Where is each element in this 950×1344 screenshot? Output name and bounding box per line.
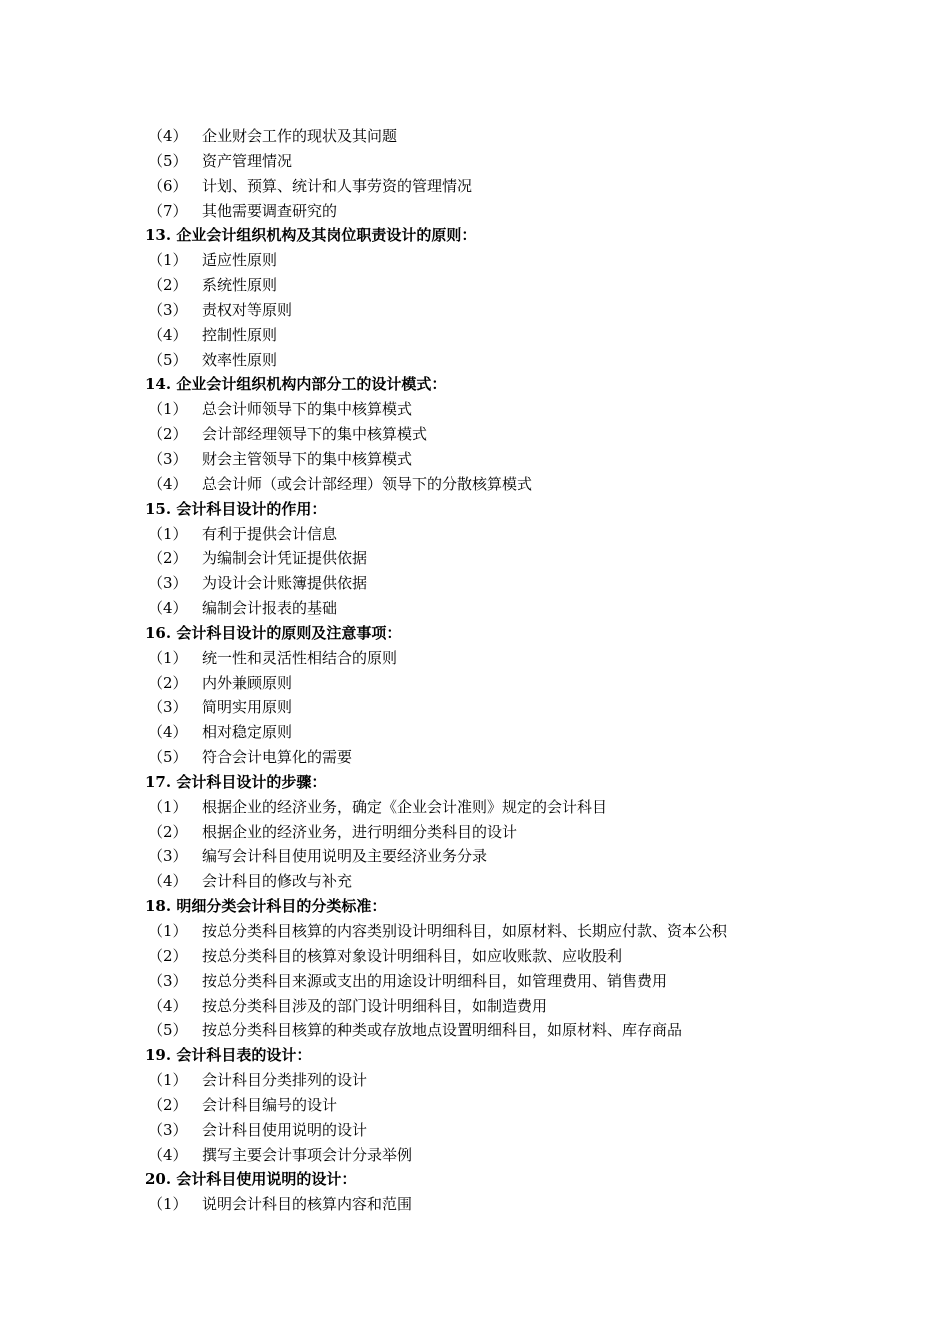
list-item-number: （3） [148, 1120, 188, 1139]
list-item-text: 会计科目的修改与补充 [202, 872, 353, 891]
list-item-number: （4） [148, 1145, 188, 1164]
list-item-text: 按总分类科目核算的内容类别设计明细科目，如原材料、长期应付款、资本公积 [202, 922, 728, 940]
list-item [0, 869, 950, 894]
list-item-number: （2） [148, 822, 188, 841]
section-heading: 17. 会计科目设计的步骤： [145, 772, 327, 791]
list-item-text: 为设计会计账簿提供依据 [202, 574, 368, 593]
list-item-text: 计划、预算、统计和人事劳资的管理情况 [202, 176, 473, 195]
list-item [0, 1143, 950, 1168]
section-heading: 19. 会计科目表的设计： [145, 1046, 312, 1065]
list-item-number: （3） [148, 847, 188, 866]
list-item-text: 撰写主要会计事项会计分录举例 [202, 1145, 413, 1164]
list-item-text: 编制会计报表的基础 [202, 599, 338, 618]
list-item [0, 795, 950, 820]
list-item [0, 1093, 950, 1118]
list-item-number: （3） [148, 971, 188, 990]
list-item [0, 124, 950, 149]
list-item [0, 149, 950, 174]
list-item [0, 646, 950, 671]
list-item-text: 按总分类科目涉及的部门设计明细科目，如制造费用 [202, 996, 548, 1015]
list-item-text: 控制性原则 [202, 325, 278, 344]
list-item-text: 系统性原则 [202, 276, 278, 295]
list-item [0, 298, 950, 323]
list-item-number: （3） [148, 300, 188, 319]
list-item-text: 效率性原则 [202, 350, 278, 369]
list-item-number: （4） [148, 872, 188, 891]
list-item-text: 按总分类科目核算的种类或存放地点设置明细科目，如原材料、库存商品 [202, 1021, 683, 1040]
list-item-text: 按总分类科目来源或支出的用途设计明细科目，如管理费用、销售费用 [202, 971, 668, 990]
list-item-text: 简明实用原则 [202, 698, 293, 717]
list-item-text: 相对稳定原则 [202, 723, 293, 742]
list-item-number: （4） [148, 325, 188, 344]
list-item-number: （2） [148, 946, 188, 965]
list-item-text: 根据企业的经济业务，确定《企业会计准则》规定的会计科目 [202, 797, 608, 816]
list-item-number: （4） [148, 723, 188, 742]
list-item-text: 内外兼顾原则 [202, 673, 293, 692]
list-item-text: 根据企业的经济业务，进行明细分类科目的设计 [202, 822, 518, 841]
list-item [0, 323, 950, 348]
list-item-number: （2） [148, 1095, 188, 1114]
list-item [0, 348, 950, 373]
list-item-number: （2） [148, 549, 188, 568]
list-item-text: 说明会计科目的核算内容和范围 [202, 1195, 413, 1214]
list-item-number: （1） [148, 251, 188, 270]
list-item-number: （2） [148, 276, 188, 295]
list-item-text: 责权对等原则 [202, 300, 293, 319]
list-item [0, 745, 950, 770]
list-item [0, 1068, 950, 1093]
list-item-number: （1） [148, 524, 188, 543]
list-item [0, 844, 950, 869]
list-item-text: 总会计师（或会计部经理）领导下的分散核算模式 [202, 474, 533, 493]
list-item [0, 695, 950, 720]
list-item-number: （5） [148, 151, 188, 170]
list-item [0, 522, 950, 547]
list-item-number: （6） [148, 176, 188, 195]
list-item-text: 会计科目使用说明的设计 [202, 1120, 368, 1139]
list-item [0, 944, 950, 969]
list-item [0, 720, 950, 745]
list-item [0, 273, 950, 298]
list-item [0, 397, 950, 422]
list-item [0, 422, 950, 447]
list-item-number: （5） [148, 748, 188, 767]
list-item-number: （3） [148, 698, 188, 717]
list-item-text: 财会主管领导下的集中核算模式 [202, 449, 413, 468]
list-item-text: 总会计师领导下的集中核算模式 [202, 400, 413, 419]
list-item-text: 会计部经理领导下的集中核算模式 [202, 425, 428, 444]
list-item-number: （4） [148, 474, 188, 493]
list-item-number: （3） [148, 574, 188, 593]
list-item-number: （2） [148, 673, 188, 692]
list-item [0, 1192, 950, 1217]
list-item [0, 969, 950, 994]
list-item [0, 571, 950, 596]
list-item-text: 统一性和灵活性相结合的原则 [202, 648, 398, 667]
list-item-text: 有利于提供会计信息 [202, 524, 338, 543]
list-item [0, 174, 950, 199]
list-item [0, 1118, 950, 1143]
list-item [0, 472, 950, 497]
section-heading: 14. 企业会计组织机构内部分工的设计模式： [145, 375, 447, 394]
section-heading: 15. 会计科目设计的作用： [145, 499, 327, 518]
list-item-number: （4） [148, 996, 188, 1015]
list-item [0, 994, 950, 1019]
list-item-number: （4） [148, 599, 188, 618]
list-item [0, 1018, 950, 1043]
list-item [0, 447, 950, 472]
section-heading: 20. 会计科目使用说明的设计： [145, 1170, 357, 1189]
list-item-text: 其他需要调查研究的 [202, 201, 338, 220]
list-item-number: （2） [148, 425, 188, 444]
list-item [0, 546, 950, 571]
list-item-number: （1） [148, 922, 188, 940]
section-heading: 18. 明细分类会计科目的分类标准： [145, 897, 387, 916]
list-item-text: 符合会计电算化的需要 [202, 748, 353, 767]
list-item-number: （1） [148, 1195, 188, 1214]
list-item [0, 199, 950, 224]
list-item-text: 企业财会工作的现状及其问题 [202, 127, 398, 145]
section-heading: 13. 企业会计组织机构及其岗位职责设计的原则： [145, 226, 477, 245]
list-item-text: 适应性原则 [202, 251, 278, 270]
list-item-number: （1） [148, 400, 188, 419]
list-item-number: （1） [148, 797, 188, 816]
list-item-number: （5） [148, 1021, 188, 1040]
list-item [0, 596, 950, 621]
list-item-text: 编写会计科目使用说明及主要经济业务分录 [202, 847, 488, 866]
list-item-number: （5） [148, 350, 188, 369]
list-item-number: （3） [148, 449, 188, 468]
list-item-number: （1） [148, 648, 188, 667]
list-item [0, 820, 950, 845]
list-item-number: （1） [148, 1071, 188, 1090]
list-item-text: 资产管理情况 [202, 151, 293, 170]
list-item-text: 会计科目分类排列的设计 [202, 1071, 368, 1090]
section-heading: 16. 会计科目设计的原则及注意事项： [145, 623, 402, 642]
list-item [0, 671, 950, 696]
document-page [0, 124, 950, 1217]
list-item-text: 按总分类科目的核算对象设计明细科目，如应收账款、应收股利 [202, 946, 623, 965]
list-item-number: （4） [148, 127, 188, 145]
list-item [0, 248, 950, 273]
list-item [0, 919, 950, 944]
list-item-text: 为编制会计凭证提供依据 [202, 549, 368, 568]
list-item-text: 会计科目编号的设计 [202, 1095, 338, 1114]
list-item-number: （7） [148, 201, 188, 220]
